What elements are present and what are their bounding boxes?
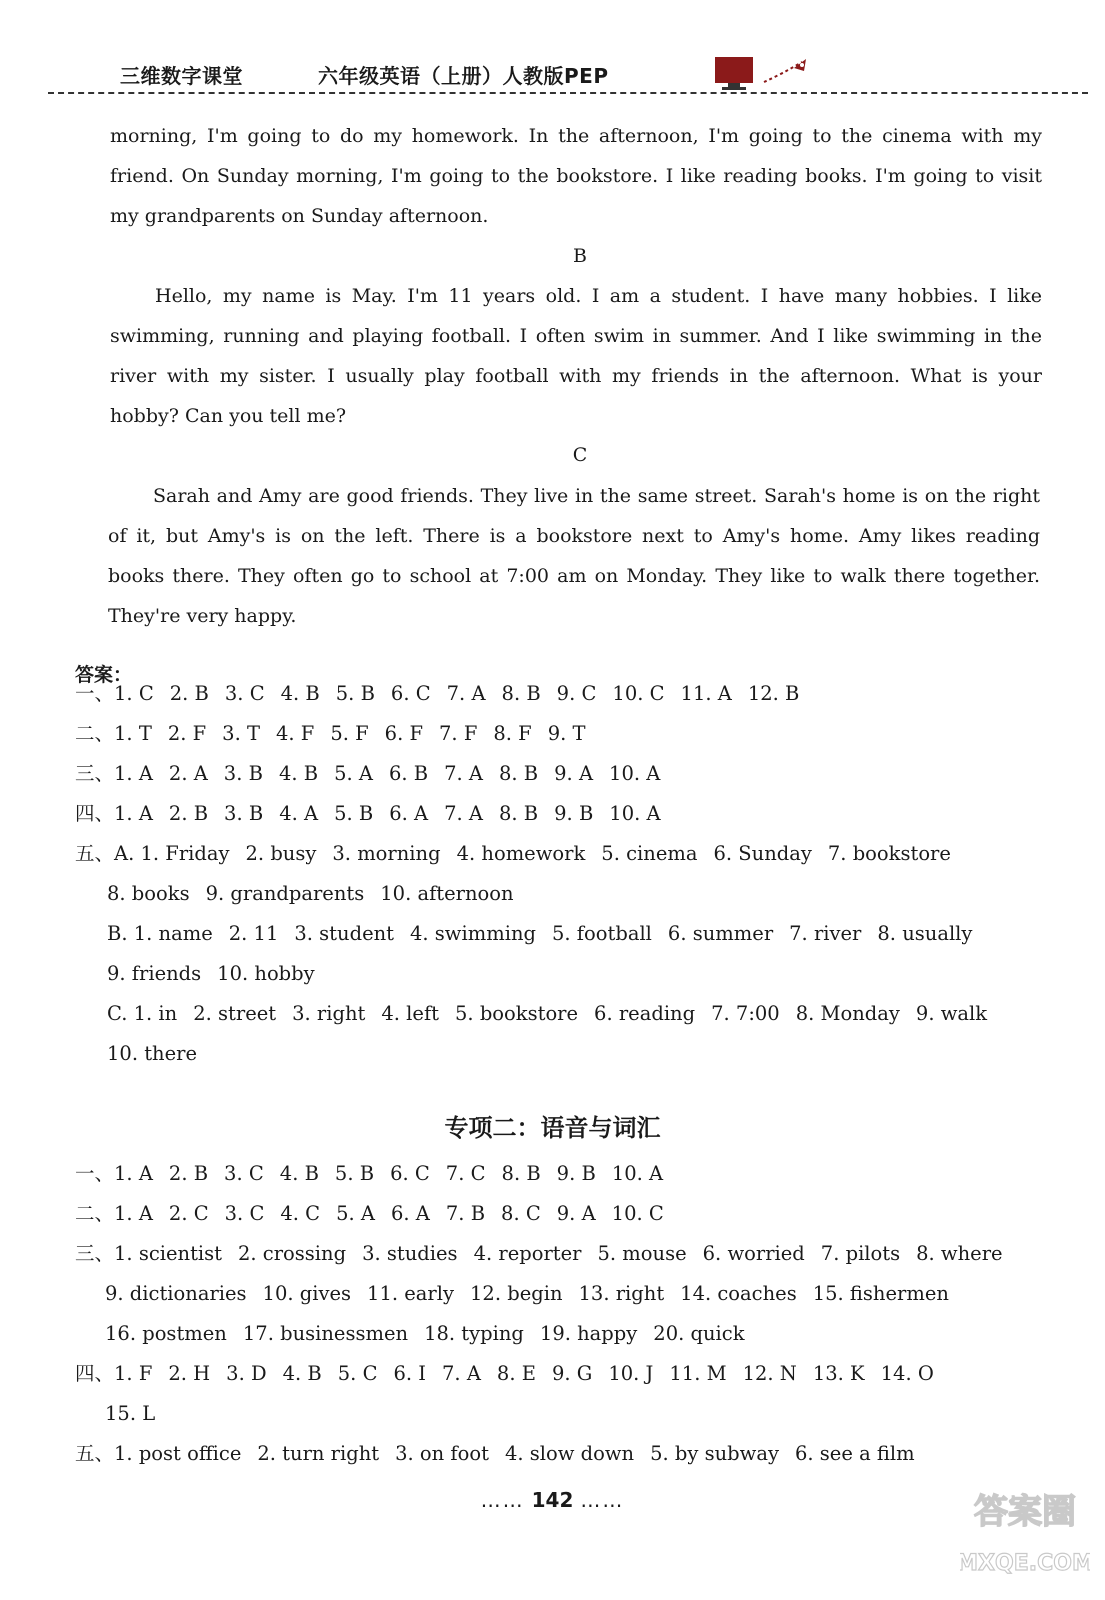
answer-item: 2. busy: [245, 842, 317, 865]
page-number-footer: [0, 1488, 1105, 1512]
answer-item: 7. A: [444, 802, 483, 825]
answer-item: 1. A: [114, 762, 153, 785]
answer-item: 4. B: [280, 682, 320, 705]
answer-item: 2. crossing: [238, 1242, 347, 1265]
answer-row: [107, 1034, 213, 1074]
answer-item: 5. F: [330, 722, 369, 745]
answer-item: 17. businessmen: [242, 1322, 409, 1345]
passage-c-line-1: Sarah and Amy are good friends. They live in the same street. Sarah's home is on the right: [153, 485, 1040, 507]
answer-item: 4. B: [278, 762, 319, 785]
answer-item: 10. A: [611, 1162, 664, 1185]
answer-row: [75, 1234, 1019, 1274]
answer-item: 18. typing: [424, 1322, 524, 1345]
answer-row: [105, 1394, 171, 1434]
page-dots-left: ……: [480, 1488, 525, 1512]
answer-item: 2. 11: [228, 922, 279, 945]
answer-row: [75, 674, 815, 714]
answer-item: 7. A: [442, 1362, 481, 1385]
answer-item: 6. I: [393, 1362, 427, 1385]
answer-row-prefix: 四、: [75, 802, 115, 825]
answer-item: 10. there: [107, 1042, 198, 1065]
answer-item: 8. E: [496, 1362, 536, 1385]
answer-item: 6. reading: [594, 1002, 696, 1025]
answer-row-prefix: 二、: [75, 722, 115, 745]
answer-row-prefix: 二、: [75, 1202, 115, 1225]
answer-item: 14. coaches: [680, 1282, 797, 1305]
answer-item: 5. bookstore: [455, 1002, 579, 1025]
answer-row-prefix: 一、: [75, 682, 115, 705]
answer-item: 3. right: [292, 1002, 366, 1025]
answer-item: 5. B: [334, 802, 374, 825]
answer-item: 8. books: [107, 882, 190, 905]
answer-row: [105, 1314, 761, 1354]
answer-item: 6. A: [391, 1202, 430, 1225]
page-number: 142: [531, 1488, 574, 1512]
answer-item: 5. by subway: [650, 1442, 779, 1465]
answer-item: 12. begin: [470, 1282, 563, 1305]
answer-item: 7. A: [444, 762, 483, 785]
answer-row: [107, 874, 530, 914]
answer-item: 8. usually: [877, 922, 973, 945]
passage-c-line-2: of it, but Amy's is on the left. There is a bookstore next to Amy's home. Amy likes reading: [108, 525, 1040, 547]
answer-item: 9. B: [554, 802, 594, 825]
answer-item: 10. gives: [262, 1282, 352, 1305]
answer-item: 2. turn right: [257, 1442, 380, 1465]
answer-item: 9. T: [547, 722, 586, 745]
answer-item: 9. B: [556, 1162, 596, 1185]
header-divider: [48, 92, 1088, 94]
answer-item: 8. C: [501, 1202, 541, 1225]
answer-item: 6. worried: [702, 1242, 805, 1265]
answer-item: 9. A: [554, 762, 594, 785]
answer-item: 9. friends: [107, 962, 202, 985]
answer-item: 4. slow down: [504, 1442, 635, 1465]
answer-item: 4. C: [280, 1202, 321, 1225]
answer-item: 8. B: [501, 1162, 541, 1185]
answer-item: 4. B: [279, 1162, 319, 1185]
answer-item: 9. G: [551, 1362, 593, 1385]
answer-item: 5. mouse: [597, 1242, 687, 1265]
answer-item: 3. C: [224, 1202, 265, 1225]
answer-item: 3. B: [223, 762, 263, 785]
answer-item: 4. swimming: [410, 922, 536, 945]
answer-item: 12. N: [742, 1362, 797, 1385]
answer-item: 3. on foot: [395, 1442, 489, 1465]
answer-item: 7. bookstore: [827, 842, 951, 865]
answer-item: 2. F: [167, 722, 207, 745]
answer-item: 2. C: [168, 1202, 209, 1225]
answer-row: [107, 954, 331, 994]
answer-item: 10. hobby: [217, 962, 315, 985]
answer-item: 1. F: [114, 1362, 153, 1385]
answer-row: [107, 994, 1003, 1034]
answer-item: 10. J: [608, 1362, 654, 1385]
answer-item: 1. post office: [114, 1442, 242, 1465]
answer-item: 9. A: [556, 1202, 596, 1225]
answer-item: 7. A: [446, 682, 486, 705]
svg-text:MXQE.COM: MXQE.COM: [960, 1551, 1090, 1576]
passage-b-line-3: river with my sister. I usually play football with my friends in the afternoon. What is your: [110, 365, 1042, 387]
answer-item: 2. B: [168, 1162, 209, 1185]
answer-item: 4. homework: [456, 842, 586, 865]
answer-item: 15. fishermen: [812, 1282, 949, 1305]
answer-item: 3. C: [224, 682, 265, 705]
answer-item: 12. B: [747, 682, 800, 705]
answer-item: 7. pilots: [820, 1242, 901, 1265]
answer-item: 3. C: [224, 1162, 264, 1185]
answer-item: 2. B: [169, 682, 209, 705]
answer-item: 7. C: [445, 1162, 486, 1185]
answer-item: 1. C: [114, 682, 154, 705]
answer-item: 1. A: [114, 1162, 153, 1185]
passage-b-line-4: hobby? Can you tell me?: [110, 405, 347, 427]
answer-item: 8. B: [499, 762, 539, 785]
answer-item: 15. L: [105, 1402, 156, 1425]
answer-item: 3. morning: [332, 842, 441, 865]
answer-row: [75, 794, 677, 834]
answer-row: [75, 834, 967, 874]
answer-item: 2. B: [168, 802, 209, 825]
passage-b-label: B: [573, 245, 587, 267]
answer-item: 3. D: [226, 1362, 267, 1385]
answer-item: 9. C: [556, 682, 597, 705]
answer-item: 5. football: [552, 922, 652, 945]
answer-item: 9. dictionaries: [105, 1282, 247, 1305]
answer-item: 8. where: [916, 1242, 1003, 1265]
answer-item: 11. early: [367, 1282, 454, 1305]
answer-row: [107, 914, 988, 954]
answers-label: 答案：: [75, 664, 133, 686]
book-series-title: 三维数字课堂: [120, 64, 243, 88]
answer-item: 6. C: [390, 1162, 430, 1185]
answer-item: 6. F: [384, 722, 424, 745]
answer-item: 9. grandparents: [205, 882, 365, 905]
rocket-icon: [762, 56, 812, 90]
page-header: [0, 0, 1105, 100]
answer-item: 7. 7:00: [711, 1002, 780, 1025]
answer-item: 5. A: [334, 762, 373, 785]
answer-row: [75, 1354, 950, 1394]
answer-item: 9. walk: [915, 1002, 988, 1025]
answer-item: 1. T: [114, 722, 152, 745]
answer-item: 2. A: [168, 762, 208, 785]
answer-item: 2. street: [193, 1002, 277, 1025]
answer-item: 8. B: [501, 682, 541, 705]
answer-item: 1. scientist: [114, 1242, 222, 1265]
answer-item: 1. A: [114, 1202, 153, 1225]
answer-item: 16. postmen: [105, 1322, 227, 1345]
answer-item: 10. A: [609, 762, 661, 785]
answer-row: [75, 1154, 679, 1194]
answer-item: A. 1. Friday: [114, 842, 230, 865]
answer-item: 4. F: [275, 722, 315, 745]
answer-item: 4. B: [282, 1362, 322, 1385]
answer-item: 8. Monday: [795, 1002, 900, 1025]
answer-item: 3. studies: [362, 1242, 458, 1265]
answer-row: [75, 754, 676, 794]
answer-item: 13. right: [578, 1282, 665, 1305]
passage-c-line-4: They're very happy.: [108, 605, 297, 627]
answer-item: 6. B: [388, 762, 429, 785]
passage-b-line-2: swimming, running and playing football. I often swim in summer. And I like swimming in the: [110, 325, 1042, 347]
answer-item: 11. A: [680, 682, 732, 705]
passage-c-label: C: [572, 444, 588, 466]
passage-b-line-1: Hello, my name is May. I'm 11 years old. I am a student. I have many hobbies. I like: [155, 285, 1042, 307]
answer-row-prefix: 一、: [75, 1162, 115, 1185]
page-dots-right: ……: [580, 1488, 625, 1512]
answer-item: 14. O: [880, 1362, 934, 1385]
answer-item: 10. C: [611, 1202, 664, 1225]
answer-item: 7. F: [439, 722, 478, 745]
passage-a-line-1: morning, I'm going to do my homework. In the afternoon, I'm going to the cinema with my: [110, 125, 1042, 147]
answer-row-prefix: 五、: [75, 842, 115, 865]
answer-item: 10. A: [609, 802, 661, 825]
answer-item: 6. see a film: [794, 1442, 915, 1465]
answer-item: 5. cinema: [601, 842, 698, 865]
svg-text:答案圈: 答案圈: [974, 1492, 1076, 1532]
answer-item: 10. C: [612, 682, 665, 705]
answer-item: C. 1. in: [107, 1002, 178, 1025]
answer-item: 7. B: [445, 1202, 486, 1225]
answer-item: B. 1. name: [107, 922, 213, 945]
answer-item: 5. C: [337, 1362, 378, 1385]
answer-item: 4. reporter: [473, 1242, 582, 1265]
watermark-logo: [960, 1475, 1090, 1585]
answer-item: 3. student: [294, 922, 394, 945]
answer-item: 1. A: [114, 802, 153, 825]
answer-row-prefix: 四、: [75, 1362, 115, 1385]
answer-row-prefix: 三、: [75, 1242, 115, 1265]
answer-row-prefix: 三、: [75, 762, 115, 785]
section-title: 专项二：语音与词汇: [444, 1114, 661, 1142]
answer-row: [105, 1274, 965, 1314]
passage-a-line-2: friend. On Sunday morning, I'm going to the bookstore. I like reading books. I'm going to visit: [110, 165, 1042, 187]
answer-item: 6. C: [390, 682, 431, 705]
answer-row-prefix: 五、: [75, 1442, 115, 1465]
answer-item: 20. quick: [653, 1322, 745, 1345]
answer-item: 4. left: [381, 1002, 440, 1025]
passage-c-line-3: books there. They often go to school at 7:00 am on Monday. They like to walk there together.: [108, 565, 1040, 587]
monitor-icon: [714, 56, 754, 96]
answer-item: 6. Sunday: [713, 842, 812, 865]
answer-item: 7. river: [789, 922, 862, 945]
answer-item: 2. H: [168, 1362, 211, 1385]
answer-item: 5. B: [335, 682, 375, 705]
answer-item: 3. T: [222, 722, 260, 745]
answer-item: 10. afternoon: [380, 882, 514, 905]
answer-row: [75, 714, 602, 754]
answer-item: 13. K: [812, 1362, 865, 1385]
passage-a-line-3: my grandparents on Sunday afternoon.: [110, 205, 489, 227]
answer-item: 8. F: [493, 722, 532, 745]
book-title: 六年级英语（上册）人教版PEP: [318, 64, 609, 88]
answer-item: 8. B: [499, 802, 539, 825]
answer-item: 5. A: [336, 1202, 375, 1225]
answer-item: 11. M: [669, 1362, 727, 1385]
answer-item: 6. summer: [667, 922, 774, 945]
answer-item: 3. B: [224, 802, 264, 825]
answer-item: 5. B: [334, 1162, 375, 1185]
answer-item: 4. A: [279, 802, 319, 825]
answer-item: 6. A: [389, 802, 429, 825]
answer-item: 19. happy: [539, 1322, 638, 1345]
answer-row: [75, 1434, 931, 1474]
answer-row: [75, 1194, 680, 1234]
